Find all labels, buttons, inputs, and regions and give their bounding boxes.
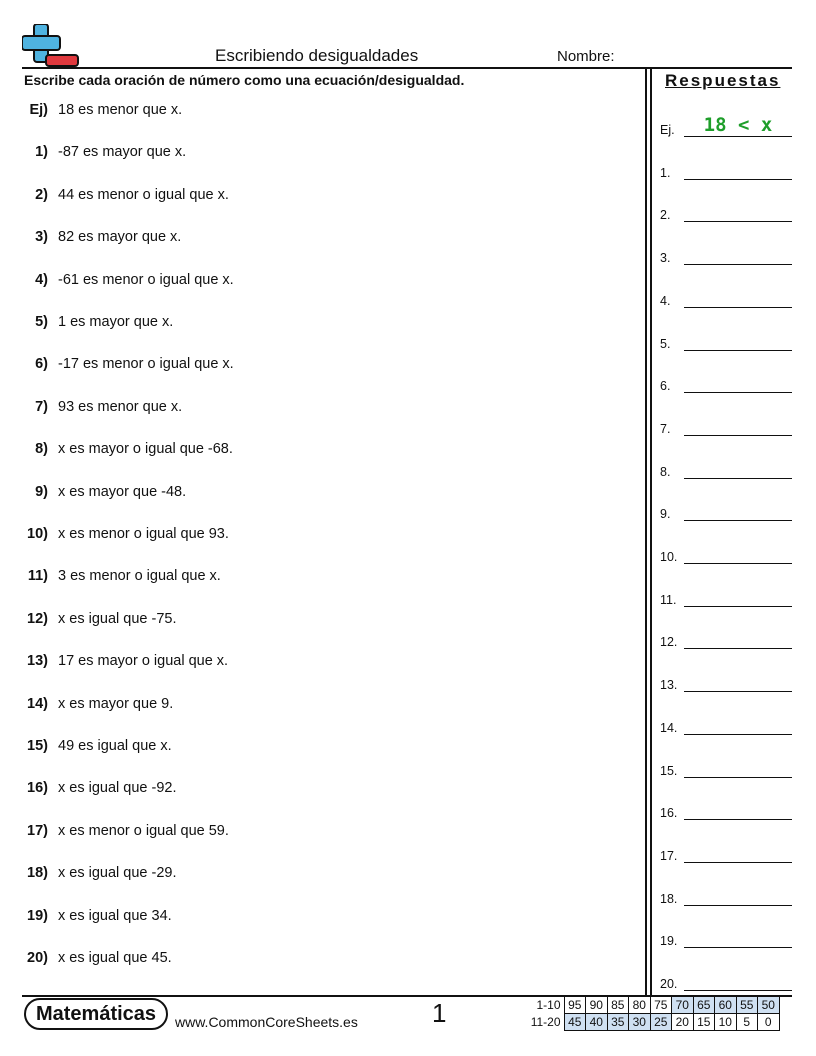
problem-number: 3) <box>35 229 48 246</box>
answer-line <box>684 734 792 735</box>
problem-number: 15) <box>27 738 48 754</box>
score-cell: 10 <box>715 1014 737 1031</box>
problem-item <box>0 865 177 885</box>
answer-blank <box>660 288 792 308</box>
problem-item <box>0 738 172 758</box>
answer-blank <box>660 459 792 479</box>
answer-label: 9. <box>660 507 671 522</box>
answer-blank <box>660 843 792 863</box>
score-cell: 85 <box>607 997 629 1014</box>
answer-label: 13. <box>660 678 678 693</box>
answer-label: 5. <box>660 336 671 351</box>
score-cell: 35 <box>607 1014 629 1031</box>
score-cell: 45 <box>564 1014 586 1031</box>
answer-line <box>684 520 792 521</box>
page-number: 1 <box>432 998 447 1028</box>
score-cell: 15 <box>693 1014 715 1031</box>
answer-blank <box>660 758 792 778</box>
problem-text: x es mayor o igual que -68. <box>58 441 233 458</box>
problem-text: 93 es menor que x. <box>58 398 183 415</box>
problem-number: 14) <box>27 695 48 712</box>
score-cell: 70 <box>672 997 694 1014</box>
problem-text: 18 es menor que x. <box>58 102 183 118</box>
problem-text: -17 es menor o igual que x. <box>58 356 234 373</box>
problem-item <box>0 186 229 207</box>
problem-number: 4) <box>35 271 48 288</box>
answer-blank <box>660 672 792 692</box>
problem-text: x es igual que -75. <box>58 610 177 627</box>
problem-item <box>0 822 229 843</box>
score-cell: 80 <box>629 997 651 1014</box>
answer-blank <box>660 928 792 948</box>
answer-blank <box>660 715 792 735</box>
score-cell: 25 <box>650 1014 672 1031</box>
problem-text: x es igual que 45. <box>58 950 172 966</box>
answer-blank <box>660 331 792 351</box>
problem-item <box>0 653 229 673</box>
answer-blank <box>660 971 792 991</box>
answer-blank <box>660 416 792 436</box>
problem-text: x es mayor que 9. <box>58 695 174 712</box>
score-cell: 55 <box>736 997 758 1014</box>
answer-label: 8. <box>660 464 671 479</box>
answer-line <box>684 648 792 649</box>
answer-line <box>684 478 792 479</box>
problem-item <box>0 950 172 970</box>
score-cell: 95 <box>564 997 586 1014</box>
answer-label: 16. <box>660 806 678 821</box>
answer-line <box>684 862 792 863</box>
problem-text: 82 es mayor que x. <box>58 229 182 246</box>
problem-item <box>0 398 183 419</box>
answer-line <box>684 777 792 778</box>
answer-line <box>684 691 792 692</box>
answer-line <box>684 350 792 351</box>
score-row <box>527 1014 779 1031</box>
answer-label: 11. <box>660 592 677 607</box>
score-cell: 65 <box>693 997 715 1014</box>
problem-number: 2) <box>35 186 48 203</box>
score-row-label: 11-20 <box>530 1015 561 1029</box>
answer-line <box>684 179 792 180</box>
answer-label: 3. <box>660 251 671 266</box>
answer-example <box>660 114 792 137</box>
answer-blank <box>660 587 792 607</box>
problem-item <box>0 526 229 546</box>
answer-blank <box>660 160 792 180</box>
answer-line <box>684 819 792 820</box>
problem-number: 5) <box>35 314 48 330</box>
instructions: Escribe cada oración de número como una ecuación/desigualdad. <box>24 72 465 88</box>
score-row <box>527 997 779 1014</box>
score-cell: 30 <box>629 1014 651 1031</box>
answer-line <box>684 990 792 991</box>
problem-item <box>0 356 234 376</box>
problem-item <box>0 144 187 164</box>
brand-badge: Matemáticas <box>24 998 168 1030</box>
worksheet-title: Escribiendo desigualdades <box>215 46 419 65</box>
problem-item <box>0 568 221 588</box>
problem-item <box>0 271 234 292</box>
problem-item <box>0 907 172 928</box>
header-divider <box>22 67 792 69</box>
problem-text: -61 es menor o igual que x. <box>58 271 234 288</box>
answer-label: 4. <box>660 293 671 308</box>
answers-title: Respuestas <box>665 71 781 90</box>
answer-label: Ej. <box>660 123 675 137</box>
problem-text: 17 es mayor o igual que x. <box>58 653 229 670</box>
answer-line <box>684 563 792 564</box>
problem-text: x es menor o igual que 93. <box>58 526 229 542</box>
answer-line <box>684 307 792 308</box>
score-cell: 20 <box>672 1014 694 1031</box>
problem-text: 44 es menor o igual que x. <box>58 186 229 203</box>
answer-label: 6. <box>660 379 671 394</box>
problem-item <box>0 780 177 800</box>
answer-label: 17. <box>660 848 678 863</box>
answer-label: 10. <box>660 550 678 564</box>
problem-item <box>0 483 187 504</box>
answer-line <box>684 947 792 948</box>
score-cell: 90 <box>586 997 608 1014</box>
problem-item <box>0 441 233 461</box>
problem-item <box>0 610 177 631</box>
problem-number: 6) <box>35 356 48 373</box>
problem-number: 1) <box>35 144 48 161</box>
problem-number: 20) <box>27 950 48 966</box>
problem-item <box>0 229 182 249</box>
score-cell: 60 <box>715 997 737 1014</box>
problem-text: 1 es mayor que x. <box>58 314 174 330</box>
problem-number: 8) <box>35 441 48 458</box>
answer-label: 15. <box>660 763 678 778</box>
answer-line <box>684 606 792 607</box>
column-divider <box>650 69 652 996</box>
problem-number: 18) <box>27 865 48 882</box>
answer-line <box>684 392 792 393</box>
score-cell: 0 <box>758 1014 780 1031</box>
problem-text: x es menor o igual que 59. <box>58 822 229 839</box>
name-label: Nombre: <box>557 48 615 65</box>
problem-text: 49 es igual que x. <box>58 738 172 754</box>
answer-blank <box>660 800 792 820</box>
score-cell: 40 <box>586 1014 608 1031</box>
answer-blank <box>660 544 792 564</box>
score-cell: 5 <box>736 1014 758 1031</box>
answer-line <box>684 136 792 137</box>
score-table <box>527 996 780 1031</box>
problem-number: 13) <box>27 653 48 670</box>
problem-number: 17) <box>27 822 48 839</box>
problem-number: 10) <box>27 526 48 542</box>
problem-item <box>0 102 183 122</box>
answer-label: 19. <box>660 934 678 949</box>
answer-blank <box>660 501 792 521</box>
logo-icon <box>22 24 80 68</box>
answer-blank <box>660 245 792 265</box>
answer-label: 18. <box>660 891 678 906</box>
score-cell: 75 <box>650 997 672 1014</box>
answer-blank <box>660 373 792 393</box>
answer-label: 2. <box>660 208 671 223</box>
problem-item <box>0 314 174 334</box>
answer-line <box>684 435 792 436</box>
answer-label: 12. <box>660 635 678 650</box>
problem-text: x es igual que -29. <box>58 865 177 882</box>
answer-blank <box>660 629 792 649</box>
problem-text: x es igual que 34. <box>58 907 172 924</box>
score-cell: 50 <box>758 997 780 1014</box>
answer-line <box>684 905 792 906</box>
answer-blank <box>660 202 792 222</box>
problem-text: x es mayor que -48. <box>58 483 187 500</box>
answer-label: 20. <box>660 977 678 991</box>
answer-label: 7. <box>660 421 671 436</box>
answer-label: 1. <box>660 165 671 180</box>
problem-text: -87 es mayor que x. <box>58 144 187 161</box>
problem-number: 11) <box>27 568 48 585</box>
problem-number: 19) <box>27 907 48 924</box>
column-divider <box>645 69 647 996</box>
answer-line <box>684 264 792 265</box>
problem-item <box>0 695 174 716</box>
problem-text: x es igual que -92. <box>58 780 177 797</box>
answer-line <box>684 221 792 222</box>
website-link[interactable]: www.CommonCoreSheets.es <box>175 1014 358 1030</box>
answer-blank <box>660 886 792 906</box>
problem-number: 7) <box>35 398 48 415</box>
problem-number: 16) <box>27 780 48 797</box>
problem-number: 12) <box>27 610 48 627</box>
problem-number: 9) <box>35 483 48 500</box>
problem-text: 3 es menor o igual que x. <box>58 568 221 585</box>
problem-number: Ej) <box>29 102 48 118</box>
score-row-label: 1-10 <box>536 998 561 1012</box>
answer-label: 14. <box>660 720 678 735</box>
answer-value: 18 < x <box>703 114 773 136</box>
